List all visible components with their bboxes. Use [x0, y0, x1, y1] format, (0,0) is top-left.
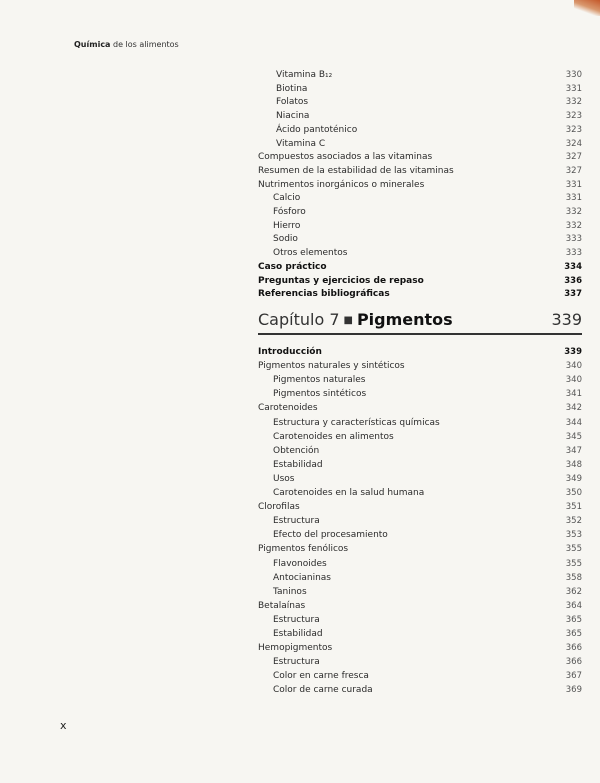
toc-entry — [258, 416, 582, 430]
toc-entry-page: 323 — [565, 111, 582, 122]
toc-entry-page: 337 — [564, 289, 582, 300]
toc-entry-title: Estabilidad — [273, 459, 323, 470]
toc-entry-title: Biotina — [276, 83, 308, 94]
toc-entry-title: Estabilidad — [273, 629, 323, 639]
toc-entry-title: Otros elementos — [273, 248, 348, 259]
chapter-label: Capítulo 7 — [258, 310, 340, 329]
toc-entry — [258, 123, 582, 137]
toc-entry — [258, 444, 582, 458]
toc-entry — [258, 585, 582, 599]
toc-entry-page: 355 — [565, 544, 582, 555]
toc-entry-page: 366 — [565, 643, 582, 654]
toc-entry-page: 364 — [565, 600, 582, 611]
toc-entry — [258, 82, 582, 96]
toc-entry — [258, 205, 582, 219]
running-head-subtitle: de los alimentos — [113, 40, 179, 49]
toc-entry — [258, 486, 582, 500]
toc-entry-page: 355 — [565, 558, 582, 569]
toc-entry-title: Estructura y características químicas — [273, 417, 440, 428]
toc-entry — [258, 219, 582, 233]
toc-entry-title: Folatos — [276, 97, 309, 108]
toc-entry — [258, 191, 582, 205]
toc-entry-title: Usos — [273, 473, 295, 484]
toc-entry-title: Obtención — [273, 445, 320, 456]
toc-entry-title: Vitamina C — [276, 138, 326, 149]
toc-entry-page: 362 — [565, 586, 582, 597]
toc-entry-page: 341 — [565, 389, 582, 400]
toc-entry-title: Referencias bibliográficas — [258, 289, 390, 300]
toc-entry-title: Color en carne fresca — [273, 671, 369, 682]
toc-entry-page: 340 — [565, 361, 582, 372]
chapter-rule — [258, 333, 582, 335]
toc-entry-title: Betalaínas — [258, 600, 306, 611]
toc-entry-title: Resumen de la estabilidad de las vitaminas — [258, 165, 454, 176]
toc-entry-page: 330 — [565, 70, 582, 80]
toc-entry-page: 365 — [565, 614, 582, 625]
toc-entry — [258, 109, 582, 123]
toc-entry-page: 344 — [565, 417, 582, 428]
toc-entry-title: Carotenoides — [258, 403, 318, 414]
toc-entry — [258, 373, 582, 387]
toc-entry — [258, 68, 582, 82]
toc-entry-page: 347 — [565, 445, 582, 456]
toc-entry — [258, 557, 582, 571]
toc-entry-page: 352 — [565, 516, 582, 527]
toc-entry-page: 324 — [565, 138, 582, 149]
toc-entry-page: 353 — [565, 530, 582, 541]
toc-entry — [258, 683, 582, 697]
running-head-book: Química — [74, 40, 111, 49]
toc-entry-page: 339 — [564, 347, 582, 357]
toc-entry — [258, 150, 582, 164]
toc-entry-title: Estructura — [273, 614, 320, 625]
toc-entry — [258, 627, 582, 641]
toc-entry-title: Antocianinas — [273, 572, 331, 583]
toc-entry-page: 333 — [565, 234, 582, 245]
toc-entry — [258, 500, 582, 514]
toc-entry-title: Clorofilas — [258, 502, 300, 513]
toc-entry-page: 340 — [565, 375, 582, 386]
toc-entry-page: 349 — [565, 473, 582, 484]
toc-entry-title: Hierro — [273, 220, 301, 231]
toc-entry-title: Sodio — [273, 234, 298, 245]
toc-entry-title: Vitamina B₁₂ — [276, 70, 333, 80]
toc-entry — [258, 345, 582, 359]
toc-entry — [258, 232, 582, 246]
toc-entry-title: Ácido pantoténico — [276, 124, 358, 135]
toc-entry-page: 348 — [565, 459, 582, 470]
toc-entry — [258, 571, 582, 585]
toc-entry-title: Nutrimentos inorgánicos o minerales — [258, 179, 425, 190]
chapter-bullet-icon: ■ — [343, 315, 353, 326]
toc-entry-page: 327 — [565, 165, 582, 176]
toc-entry-page: 350 — [565, 488, 582, 498]
toc-entry-title: Pigmentos fenólicos — [258, 544, 349, 555]
toc-entry-title: Pigmentos naturales y sintéticos — [258, 361, 405, 372]
toc-entry-title: Pigmentos sintéticos — [273, 389, 367, 400]
toc-entry-page: 367 — [565, 671, 582, 682]
toc-entry-title: Caso práctico — [258, 261, 327, 272]
toc-entry — [258, 164, 582, 178]
toc-entry-title: Pigmentos naturales — [273, 375, 366, 386]
toc-entry-title: Taninos — [273, 586, 307, 597]
toc-entry — [258, 613, 582, 627]
toc-entry-title: Flavonoides — [273, 558, 327, 569]
toc-entry-page: 351 — [565, 502, 582, 513]
toc-entry-page: 366 — [565, 657, 582, 668]
toc-entry — [258, 669, 582, 683]
toc-entry-page: 327 — [565, 152, 582, 163]
toc-entry-page: 331 — [565, 83, 582, 94]
toc-entry — [258, 137, 582, 151]
toc-entry-title: Calcio — [273, 193, 301, 204]
toc-entry-page: 323 — [565, 124, 582, 135]
toc-entry-title: Estructura — [273, 657, 320, 668]
toc-entry-page: 333 — [565, 248, 582, 259]
toc-entry-page: 331 — [565, 179, 582, 190]
toc-entry — [258, 641, 582, 655]
toc-entry-title: Carotenoides en alimentos — [273, 431, 394, 442]
toc-entry-title: Compuestos asociados a las vitaminas — [258, 152, 433, 163]
toc-entry — [258, 287, 582, 301]
chapter-label-group — [258, 310, 453, 329]
toc-entry-title: Niacina — [276, 111, 310, 122]
toc-entry-title: Preguntas y ejercicios de repaso — [258, 275, 424, 286]
toc-entry-title: Carotenoides en la salud humana — [273, 488, 425, 498]
toc-entry — [258, 260, 582, 274]
toc-entry-page: 332 — [565, 207, 582, 217]
toc-entry-title: Efecto del procesamiento — [273, 530, 388, 541]
toc-entry-page: 365 — [565, 629, 582, 639]
toc-entry — [258, 472, 582, 486]
toc-entry — [258, 274, 582, 288]
toc-entry — [258, 387, 582, 401]
toc-entry-page: 342 — [565, 403, 582, 414]
toc-entry — [258, 359, 582, 373]
toc-entry — [258, 528, 582, 542]
toc-entry — [258, 599, 582, 613]
toc-entry-page: 332 — [565, 97, 582, 108]
toc-entry-page: 345 — [565, 431, 582, 442]
toc-entry — [258, 430, 582, 444]
toc-entry-page: 358 — [565, 572, 582, 583]
toc-entry — [258, 246, 582, 260]
chapter-page: 339 — [551, 310, 582, 329]
toc-entry-title: Hemopigmentos — [258, 643, 333, 654]
toc-entry-title: Fósforo — [273, 207, 306, 217]
page-number: x — [60, 719, 67, 732]
toc-entry-page: 334 — [564, 261, 582, 272]
chapter-heading — [258, 310, 582, 334]
toc-entry-title: Introducción — [258, 347, 322, 357]
toc-entry-page: 369 — [565, 685, 582, 696]
toc-entry-title: Color de carne curada — [273, 685, 373, 696]
toc-entry-page: 332 — [565, 220, 582, 231]
toc-entry — [258, 458, 582, 472]
toc-entry — [258, 401, 582, 415]
toc-entry — [258, 178, 582, 192]
toc-entry-page: 331 — [565, 193, 582, 204]
toc-entry — [258, 514, 582, 528]
toc-entry — [258, 655, 582, 669]
toc-entry — [258, 542, 582, 556]
toc-entry — [258, 95, 582, 109]
toc-entry-title: Estructura — [273, 516, 320, 527]
chapter-title: Pigmentos — [356, 310, 453, 329]
toc-entry-page: 336 — [564, 275, 582, 286]
